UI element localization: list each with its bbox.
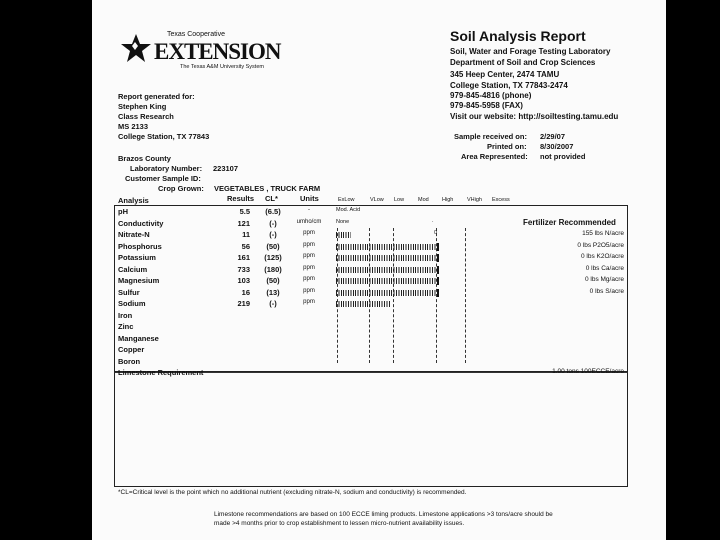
report-for-label: Report generated for: (118, 92, 195, 101)
received-value: 2/29/07 (540, 132, 566, 141)
level-bar-end-magnesium (437, 277, 439, 285)
row-name-potassium: Potassium (118, 253, 156, 262)
row-unit-potassium: ppm (303, 253, 315, 259)
row-unit-magnesium: ppm (303, 276, 315, 282)
lab-phone: 979-845-4816 (phone) (450, 91, 532, 100)
row-result-conductivity: 121 (237, 218, 250, 228)
row-unit-nitrate-n: ppm (303, 230, 315, 236)
nitrate-mark: 0 (434, 230, 438, 236)
lime-note-1: Limestone recommendations are based on 100 ECCE liming products. Limestone applications >3 tons/acre should be (214, 511, 553, 518)
col-level-low: Low (394, 197, 405, 203)
row-name-sodium: Sodium (118, 299, 146, 308)
ph-level-note: Mod. Acid (336, 207, 361, 213)
row-rec-calcium: 0 lbs Ca/acre (585, 264, 624, 272)
notes-box (114, 372, 628, 487)
level-bar-potassium (336, 255, 438, 261)
level-divider (465, 228, 466, 363)
crop-value: VEGETABLES , TRUCK FARM (214, 184, 321, 193)
row-name-zinc: Zinc (118, 322, 134, 331)
row-name-manganese: Manganese (118, 333, 159, 343)
row-name-limestone-requirement: Limestone Requirement (118, 368, 204, 377)
row-name-phosphorus: Phosphorus (118, 241, 162, 251)
row-rec-potassium: 0 lbs K2O/acre (581, 253, 624, 260)
cl-note: *CL=Critical level is the point which no additional nutrient (excluding nitrate-N, sodium and conductivity) is recommended. (118, 489, 467, 496)
row-name-conductivity: Conductivity (118, 218, 164, 228)
row-unit-sulfur: ppm (303, 287, 315, 294)
row-cl-potassium: (125) (264, 253, 282, 262)
crop-label: Crop Grown: (158, 184, 204, 193)
lime-note-2: made >4 months prior to crop establishment to lessen micro-nutrient availability issues. (214, 520, 465, 527)
report-title: Soil Analysis Report (450, 28, 586, 44)
lab-number-value: 223107 (213, 164, 239, 173)
col-level-mod: Mod (418, 197, 429, 203)
col-level-excess: Excess (492, 197, 510, 203)
row-unit-sodium: ppm (303, 299, 315, 305)
row-name-boron: Boron (118, 356, 141, 366)
level-bar-end-sulfur (437, 289, 439, 297)
row-rec-sulfur: 0 lbs S/acre (589, 287, 624, 295)
level-bar-sodium (336, 301, 391, 307)
col-level-vhigh: VHigh (467, 197, 482, 203)
row-result-potassium: 161 (237, 253, 250, 262)
row-result-ph: 5.5 (239, 207, 250, 216)
conductivity-level: None (336, 219, 350, 225)
conductivity-mark: . (432, 218, 434, 224)
county: Brazos County (118, 154, 171, 163)
row-name-magnesium: Magnesium (118, 276, 160, 285)
level-bar-calcium (336, 267, 438, 273)
row-cl-conductivity: (-) (269, 218, 277, 228)
row-result-calcium: 733 (237, 264, 250, 274)
level-bar-magnesium (336, 278, 438, 284)
row-cl-sodium: (-) (269, 299, 277, 308)
row-name-ph: pH (118, 207, 128, 216)
printed-value: 8/30/2007 (540, 142, 574, 151)
row-rec-phosphorus: 0 lbs P2O5/acre (577, 241, 624, 249)
level-bar-phosphorus (336, 244, 438, 250)
row-result-magnesium: 103 (237, 276, 250, 285)
row-cl-sulfur: (13) (266, 287, 280, 297)
col-fertilizer: Fertilizer Recommended (523, 218, 616, 227)
logo-extension: EXTENSION (154, 39, 281, 64)
client-city: College Station, TX 77843 (118, 132, 210, 141)
row-name-iron: Iron (118, 310, 133, 320)
received-label: Sample received on: (454, 132, 527, 141)
row-name-sulfur: Sulfur (118, 287, 140, 297)
texas-star-icon (120, 33, 152, 63)
row-cl-nitrate-n: (-) (269, 230, 277, 239)
col-analysis: Analysis (118, 196, 149, 205)
lab-fax: 979-845-5958 (FAX) (450, 101, 523, 110)
row-unit-ph: - (308, 207, 310, 213)
col-level-vlow: VLow (370, 197, 384, 203)
lab-website: Visit our website: http://soiltesting.tamu.edu (450, 112, 619, 121)
area-value: not provided (540, 152, 586, 161)
level-bar-end-phosphorus (437, 243, 439, 251)
row-cl-magnesium: (50) (266, 276, 280, 285)
row-cl-phosphorus: (50) (266, 241, 280, 251)
row-result-sodium: 219 (237, 299, 250, 308)
row-unit-calcium: ppm (303, 264, 315, 271)
row-rec-magnesium: 0 lbs Mg/acre (584, 276, 624, 283)
level-bar-end-potassium (437, 254, 439, 262)
row-name-copper: Copper (118, 345, 145, 354)
col-results: Results (227, 194, 255, 203)
col-level-exlow: ExLow (338, 197, 355, 203)
row-name-nitrate-n: Nitrate-N (118, 230, 150, 239)
row-rec-limestone-requirement: 1.00 tons 100ECCE/acre (552, 368, 624, 375)
row-result-sulfur: 16 (241, 287, 250, 297)
col-level-high: High (442, 197, 454, 203)
report-page (92, 0, 666, 540)
lab-line-1: Soil, Water and Forage Testing Laboratory (450, 47, 611, 56)
level-bar-nitrate-n (336, 232, 351, 238)
col-units: Units (300, 194, 319, 203)
row-result-nitrate-n: 11 (242, 230, 250, 239)
client-ms: MS 2133 (118, 122, 149, 131)
logo-tagline: The Texas A&M University System (180, 64, 264, 70)
row-cl-calcium: (180) (264, 264, 282, 274)
client-name: Stephen King (118, 102, 167, 111)
customer-id-label: Customer Sample ID: (125, 174, 201, 183)
printed-label: Printed on: (487, 142, 527, 151)
row-cl-ph: (6.5) (265, 207, 281, 216)
lab-number-label: Laboratory Number: (130, 164, 203, 173)
col-cl: CL* (265, 194, 278, 203)
row-result-phosphorus: 56 (241, 241, 250, 251)
lab-line-4: College Station, TX 77843-2474 (450, 81, 568, 90)
area-label: Area Represented: (461, 152, 528, 161)
client-org: Class Research (118, 112, 174, 121)
logo-texas-cooperative: Texas Cooperative (167, 31, 225, 38)
row-unit-phosphorus: ppm (303, 241, 315, 248)
row-name-calcium: Calcium (118, 264, 148, 274)
lab-line-2: Department of Soil and Crop Sciences (450, 58, 596, 67)
level-bar-sulfur (336, 290, 438, 296)
lab-line-3: 345 Heep Center, 2474 TAMU (450, 70, 560, 79)
row-unit-conductivity: umho/cm (296, 218, 322, 225)
level-bar-end-calcium (437, 266, 439, 274)
row-rec-nitrate-n: 155 lbs N/acre (582, 230, 624, 237)
